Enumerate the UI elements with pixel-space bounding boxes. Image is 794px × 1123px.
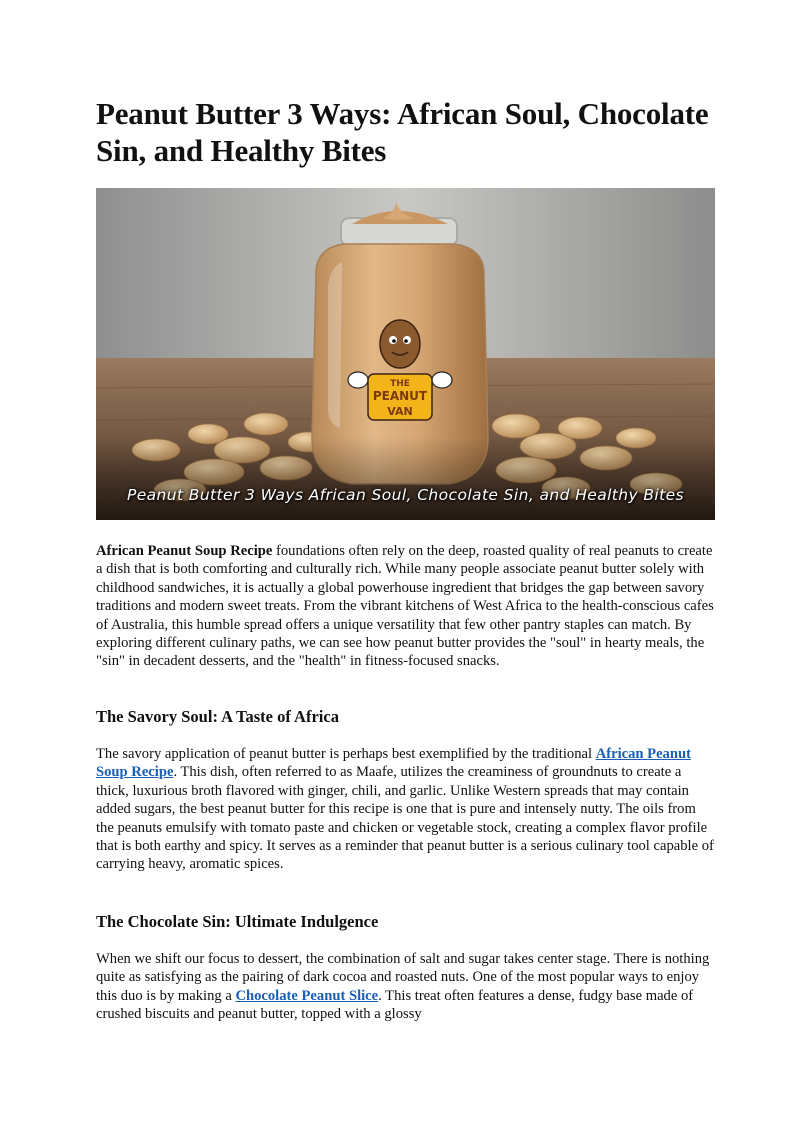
savory-text-before: The savory application of peanut butter is perhaps best exemplified by the traditional bbox=[96, 746, 596, 762]
chocolate-paragraph bbox=[96, 950, 716, 1024]
chocolate-peanut-slice-link[interactable]: Chocolate Peanut Slice bbox=[235, 987, 379, 1004]
chocolate-text-before: When we shift our focus to dessert, the combination of salt and sugar takes center stage. There is nothing quite as satisfying as the pairing of dark cocoa and roasted nuts. One of the most popular ways to enjoy this duo is by making a bbox=[96, 951, 710, 1004]
chocolate-text-after: . This treat often features a dense, fudgy base made of crushed biscuits and peanut butter, topped with a glossy bbox=[96, 987, 694, 1023]
article-title: Peanut Butter 3 Ways: African Soul, Chocolate Sin, and Healthy Bites bbox=[96, 96, 709, 168]
hero-image bbox=[96, 188, 715, 520]
intro-text: foundations often rely on the deep, roasted quality of real peanuts to create a dish that is both comforting and culturally rich. While many people associate peanut butter solely with childhood sandwiches, it is actually a global powerhouse ingredient that bridges the gap between savory traditions and modern sweet treats. From the vibrant kitchens of West Africa to the health-conscious cafes of Australia, this humble spread offers a unique versatility that few other pantry staples can match. By exploring different culinary paths, we can see how peanut butter provides the "soul" in hearty meals, the "sin" in decadent desserts, and the "health" in fitness-focused snacks. bbox=[96, 543, 714, 670]
intro-bold-lead: African Peanut Soup Recipe bbox=[96, 543, 273, 559]
savory-paragraph bbox=[96, 745, 716, 874]
savory-text-after: . This dish, often referred to as Maafe, utilizes the creaminess of groundnuts to create a thick, luxurious broth flavored with ginger, chili, and garlic. Unlike Western spreads that may contain added sugars, the best peanut butter for this recipe is one that is pure and intensely nutty. The oils from the peanuts emulsify with tomato paste and chicken or vegetable stock, creating a complex flavor profile that is both earthy and spicy. It serves as a reminder that peanut butter is a serious culinary tool capable of carrying heavy, aromatic spices. bbox=[96, 764, 714, 873]
section-heading-savory: The Savory Soul: A Taste of Africa bbox=[96, 707, 339, 726]
hero-caption: Peanut Butter 3 Ways African Soul, Chocolate Sin, and Healthy Bites bbox=[126, 486, 685, 504]
african-peanut-soup-link[interactable]: African Peanut Soup Recipe bbox=[96, 746, 691, 781]
section-heading-chocolate: The Chocolate Sin: Ultimate Indulgence bbox=[96, 912, 379, 931]
peanut-butter-jar-illustration bbox=[96, 188, 715, 520]
intro-paragraph bbox=[96, 542, 716, 671]
